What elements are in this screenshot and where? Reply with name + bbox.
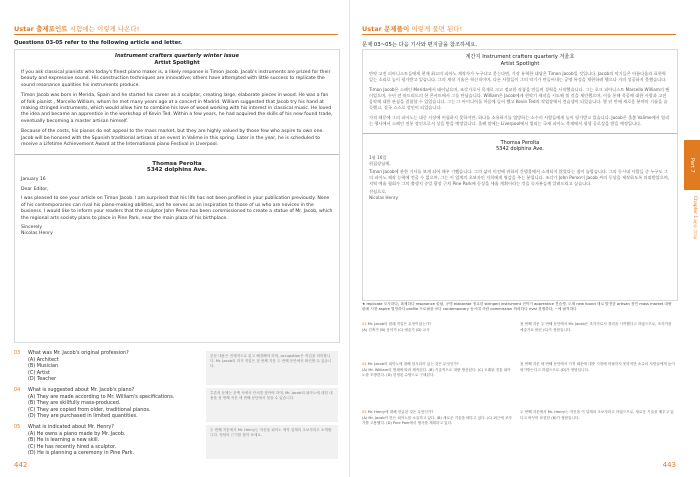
option-d[interactable]: (D) He is planning a ceremony in Pine Park.: [28, 450, 135, 457]
letter-sender-name: Thomsa Perolta: [152, 161, 202, 168]
question-04: [14, 387, 204, 420]
right-page: [350, 0, 700, 477]
question-05-note: 두 번째 지문에서 Mr. Henry는 자신을 피아노 제작 업계의 초보자라고 소개합니다. 정답의 근거를 찾아 보세요.: [206, 425, 338, 459]
article-para-2-ko: Timon Jacob은 스페인 Merida에서 태어났으며, 조각가로서 목재로 크고 정교한 작품을 만들며 경력을 시작했습니다. 그는 포크 피아니스트 Marcello William의 팬이었으며, 수년 전 마드리드의 한 콘서트에서 그를 만났습니다. William은 Jacob에게 현악기 제작을 시도해 볼 것을 제안했으며, 이를 통해 목공에 대한 사랑과 고전 음악에 대한 관심을 결합할 수 있었습니다. 그는 그 아이디어를 마음에 들어 했고 Kevin Ted의 작업장에서 견습생이 되었습니다. 몇 년 만에 새로운 분야의 기술을 습득했고, 결국 스스로 장인이 되었습니다.: [369, 87, 670, 110]
right-header: [362, 24, 462, 33]
option-a[interactable]: (A) He owns a piano made by Mr. Jacob.: [28, 430, 126, 437]
letter-signer: Nicolas Henry: [21, 231, 53, 237]
answer-question: Mr. Henry에 대해 언급된 것은 무엇인가?: [367, 410, 434, 414]
article-para-1: If you ask classical pianists who today's finest piano maker is, a likely response is Timon Jacob. Jacob's instruments are prized for their beauty and expressive sound. His construction techniques are innovative; others have attempted with little success to replicate the sound resonance qualities his instruments produce.: [21, 70, 331, 88]
answer-03-explanation: 첫 번째 지문 두 번째 문단에서 Mr. Jacob은 조각가로서 경력을 시작했다고 하였으므로, 조각가를 예술가로 바꾼 (C)가 정답입니다.: [520, 322, 672, 332]
article-subtitle-ko: Artist Spotlight: [500, 61, 540, 67]
letter-signer-ko: Nicolas Henry: [369, 195, 398, 200]
letter-sender-street-ko: 5342 dolphins Ave.: [496, 146, 544, 152]
question-number: 05: [14, 424, 21, 430]
right-header-rule: [362, 34, 676, 35]
letter-closing-ko: 진심으로,: [369, 189, 387, 194]
answer-question: Mr. Jacob의 피아노에 대해 암시되어 있는 것은 무엇인가?: [367, 362, 459, 366]
option-b[interactable]: (B) They are skillfully mass-produced.: [28, 400, 121, 407]
question-05: [14, 424, 204, 457]
vocabulary-list: ★ replicate 모사하다, 복제하다 resonance 울림, 공명 elaborate 정교한 stringed instrument 현악기 apprentice 견습생, 도제 new found 새로 발견한 artisan 장인 mass market 대량 판매 시장 aspire 열망하다 profile 프로필을 쓰다 contemporary 동시대 사람 commission 의뢰하다 rival 경쟁하다, ~에 필적하다: [362, 302, 672, 312]
answer-options: (A) Mr. William의 명세에 따라 제작된다. (B) 기술적으로 대량 생산된다. (C) 오래된 전통 피아노를 모방한다. (D) 한정된 수량으로 구매된다.: [362, 367, 511, 378]
answer-05: [362, 410, 512, 427]
page-number-left: 442: [14, 461, 28, 469]
answer-options: (A) 건축가 (B) 음악가 (C) 예술가 (D) 교사: [362, 327, 430, 332]
question-number: 03: [14, 350, 21, 356]
part-side-tab[interactable]: Part 7: [684, 140, 700, 190]
article-subtitle: Artist Spotlight: [154, 60, 200, 66]
article-title: Instrument crafters quarterly winter issue: [115, 53, 239, 59]
letter-sender-name-ko: Thomsa Perolta: [500, 140, 540, 146]
right-passage: [362, 49, 678, 301]
chapter-side-label: Chapter 1 복수 지문: [692, 196, 697, 240]
answer-04: [362, 362, 512, 379]
article-para-1-ko: 만약 고전 피아니스트들에게 현재 최고의 피아노 제작자가 누구냐고 묻는다면, 가장 유력한 대답은 Timon Jacob일 것입니다. Jacob의 악기들은 아름다움과 표현력 있는 소리로 높이 평가받고 있습니다. 그의 제작 기술은 혁신적이며, 다른 사람들이 그의 악기가 만들어내는 공명 특성을 재현하려 했으나 거의 성공하지 못했습니다.: [369, 71, 667, 82]
question-text: What was Mr. Jacob's original profession?: [28, 350, 129, 356]
left-header: [14, 24, 139, 33]
left-question-range: Questions 03-05 refer to the following article and letter.: [14, 40, 183, 46]
left-header-sub: 시험에는 이렇게 나온다!: [69, 25, 140, 33]
option-a[interactable]: (A) They are made according to Mr. William's specifications.: [28, 393, 175, 400]
letter-date-ko: 1월 16일: [369, 155, 387, 160]
question-text: What is suggested about Mr. Jacob's piano?: [28, 387, 135, 393]
answer-04-explanation: 첫 번째 지문 세 번째 문단에서 가격 때문에 대중 시장에 어필하지 못하지만 소수의 사람들에게 높이 평가받는다고 하였으므로 (D)가 정답입니다.: [520, 362, 675, 372]
question-03: [14, 350, 204, 383]
answer-number: 04: [362, 362, 367, 366]
question-03-note: 본문 내용은 전체적으로 읽고 해결해야 하며, occupation은 직업을 의미합니다. Mr. Jacob의 과거 직업은 첫 번째 지문 두 번째 문단에서 확인할 수 있습니다.: [206, 351, 338, 385]
answer-question: Mr. Jacob의 원래 직업은 무엇이었는가?: [367, 322, 431, 326]
question-number: 04: [14, 387, 21, 393]
answer-03: [362, 322, 512, 333]
option-b[interactable]: (B) Musician: [28, 363, 59, 370]
letter-salutation-ko: 편집장님께,: [369, 161, 391, 166]
option-c[interactable]: (C) He has recently hired a sculptor.: [28, 443, 117, 450]
passage-divider: [363, 133, 677, 134]
option-b[interactable]: (B) He is learning a new skill.: [28, 437, 100, 444]
answer-05-explanation: 두 번째 지문에서 Mr. Henry는 자신을 이 업계의 초보자라고 하였으므로, 새로운 기술을 배우고 있다고 바꾸어 표현한 (B)가 정답입니다.: [520, 410, 674, 420]
question-text: What is indicated about Mr. Henry?: [28, 424, 114, 430]
article-title-ko: 계간지 Instrument crafters quarterly 겨울호: [465, 54, 575, 60]
article-para-2: Timon Jacob was born in Merida, Spain and he started his career as a sculptor, creating large, elaborate pieces in wood. He was a fan of folk pianist , Marcello William, whom he met many years ago at a concert in Madrid. William suggested that Jacob try his hand at making stringed instruments, which would allow him to combine his love of wood working with his interest in classical music. He loved the idea and became an apprentice in the workshop of Kevin Ted. Within a few years, he had acquired the skills of his new found trade, eventually becoming a master artisan himself.: [21, 93, 333, 124]
article-para-3-ko: 가격 때문에 그의 피아노는 대중 시장에 어필하지 못하지만, 하나를 소유하기를 열망하는 소수의 사람들에게 높이 평가받고 있습니다. Jacob은 올봄 Valime에서 열리는 행사에서 스페인 전통 장인으로서 상을 받을 예정입니다. 올해 말에는 Liverpool에서 열리는 국제 피아노 축제에서 평생 공로상을 받을 예정입니다.: [369, 115, 670, 126]
letter-closing: Sincerely: [21, 224, 43, 230]
right-question-range: 문제 03~05는 다음 기사와 편지글을 참조하세요.: [362, 42, 478, 48]
article-para-3: Because of the costs, his pianos do not appeal to the mass market, but they are highly valued by those few who aspire to own one. Jacob will be honored with the Spanish traditional artisan at an event in Valime in this spring. Later in the year, he is scheduled to receive a Lifetime Achievement Award at the International piano Festival in Liverpool.: [21, 129, 324, 148]
option-a[interactable]: (A) Architect: [28, 356, 59, 363]
page-number-right: 443: [662, 461, 676, 469]
option-d[interactable]: (D) Teacher: [28, 376, 57, 383]
letter-body: I was pleased to see your article on Timon Jacob. I am surprised that his life has not been profiled in your publication previously. None of his contemporaries can rival his piano-making abilities, and he serves as an inspiration to those of us who are novices in the business. I would like to inform your readers that the sculptor John Peron has been commissioned to create a statue of Mr. Jacob, which the regional arts society plans to place in Pine Park, near the main plaza of his birthplace.: [21, 196, 333, 221]
option-c[interactable]: (C) Artist: [28, 369, 50, 376]
letter-body-ko: Timon Jacob에 관한 기사를 보게 되어 매우 기뻤습니다. 그의 삶이 이전에 귀하의 간행물에서 소개되지 않았다는 점이 놀랍습니다. 그의 동시대 사람들 중 누구도 그의 피아노 제작 능력에 견줄 수 없으며, 그는 이 업계의 초보자인 저희에게 영감을 주는 분입니다. 조각가 John Peron이 Jacob 씨의 동상을 제작하도록 의뢰받았으며, 지역 예술 협회가 그의 출생지 중앙 광장 근처 Pine Park에 동상을 세울 계획이라는 것을 독자분들께 알려드리고 싶습니다.: [369, 169, 670, 186]
right-header-sub: 이렇게 풀면 된다!: [411, 25, 463, 33]
letter-date: January 16: [21, 177, 46, 183]
right-header-brand: Ustar 문제풀이: [362, 25, 410, 33]
passage-divider: [15, 154, 339, 155]
option-d[interactable]: (D) They are purchased in limited quantities.: [28, 413, 138, 420]
left-header-rule: [14, 34, 338, 35]
letter-sender-street: 5342 dolphins Ave.: [146, 167, 208, 174]
answer-options: (A) Mr. Jacob이 만든 피아노를 소유하고 있다. (B) 새로운 기술을 배우고 있다. (C) 최근에 조각가를 고용했다. (D) Pine Park에서 행사를 계획하고 있다.: [362, 415, 512, 426]
letter-salutation: Dear Editor,: [21, 186, 49, 192]
option-c[interactable]: (C) They are copied from older, traditional pianos.: [28, 406, 151, 413]
answer-number: 05: [362, 410, 367, 414]
left-passage: [14, 49, 340, 343]
question-04-note: 추론의 문제는 문맥 속에서 단서를 찾아야 하며, Mr. Jacob의 피아노에 대한 내용을 첫 번째 지문 세 번째 문단에서 찾을 수 있습니다.: [206, 388, 338, 422]
left-header-brand: Ustar 출제포인트: [14, 25, 68, 33]
answer-number: 03: [362, 322, 367, 326]
